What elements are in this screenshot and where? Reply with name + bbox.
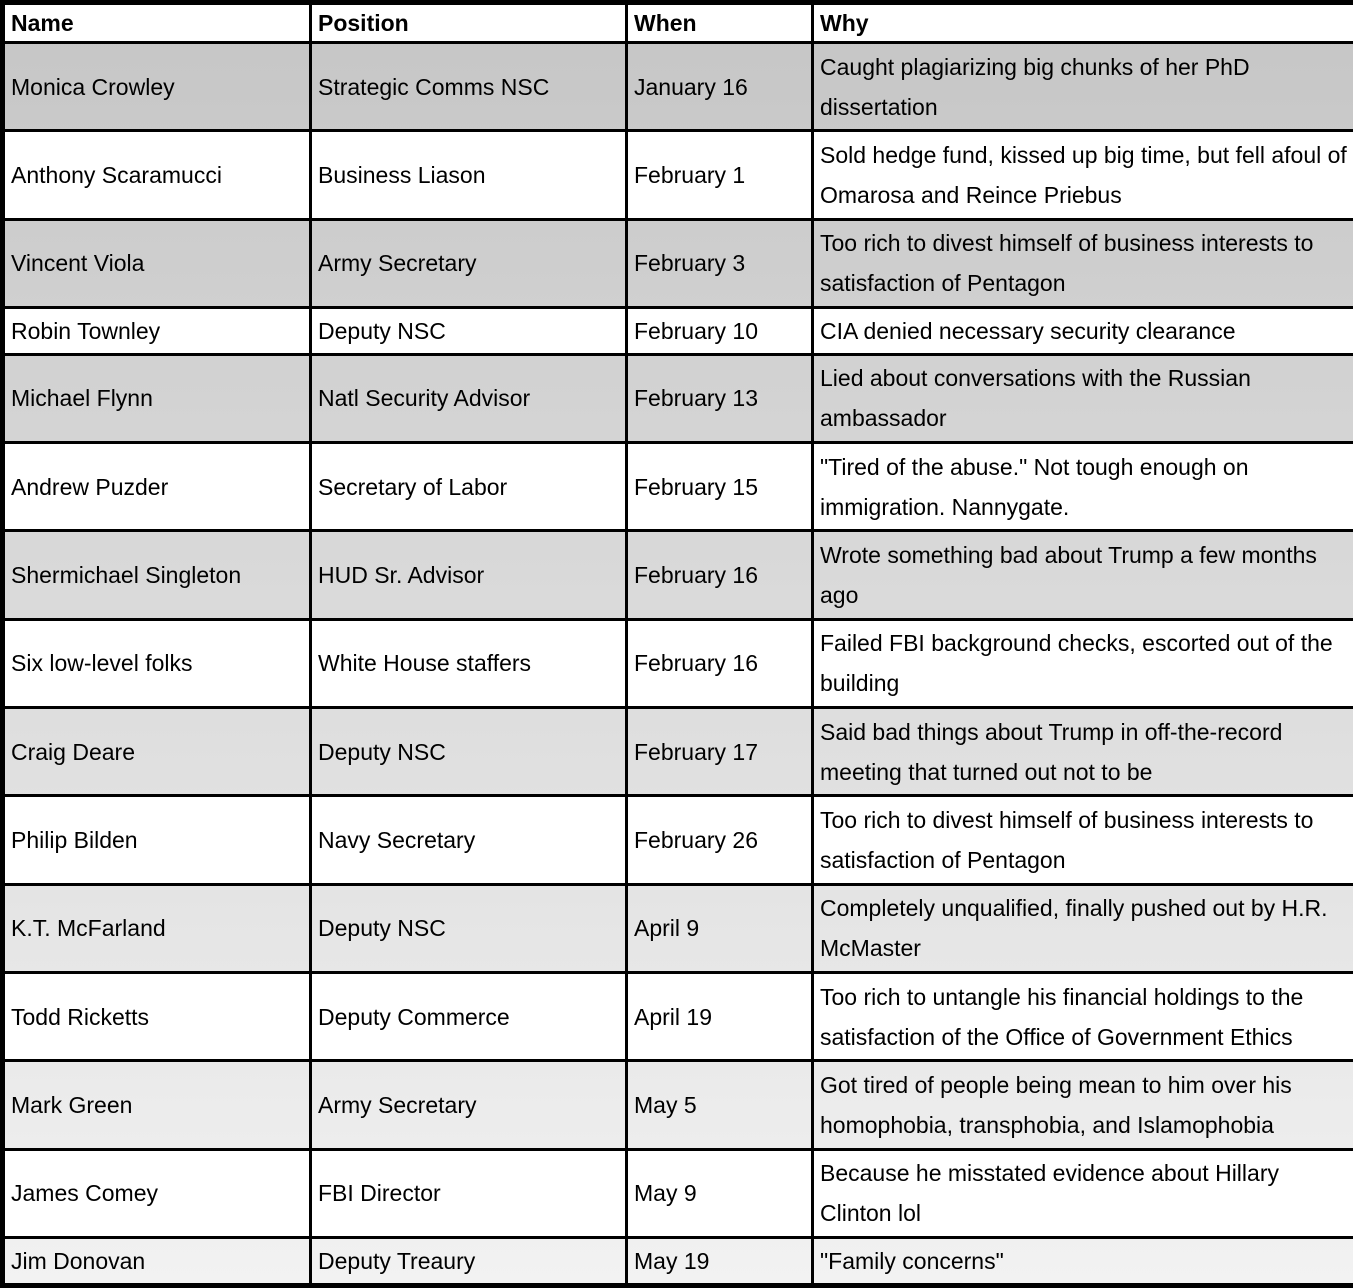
cell-name: James Comey xyxy=(3,1149,311,1237)
table-row xyxy=(3,443,1353,531)
cell-position: White House staffers xyxy=(311,619,627,707)
cell-position: Strategic Comms NSC xyxy=(311,43,627,131)
cell-why: Lied about conversations with the Russian ambassador xyxy=(813,354,1353,442)
cell-when: April 9 xyxy=(627,884,813,972)
cell-position: Army Secretary xyxy=(311,219,627,307)
cell-name: Michael Flynn xyxy=(3,354,311,442)
cell-when: February 17 xyxy=(627,708,813,796)
cell-when: February 16 xyxy=(627,619,813,707)
cell-name: Jim Donovan xyxy=(3,1238,311,1286)
cell-when: May 19 xyxy=(627,1238,813,1286)
cell-name: Monica Crowley xyxy=(3,43,311,131)
cell-when: February 1 xyxy=(627,131,813,219)
cell-position: HUD Sr. Advisor xyxy=(311,531,627,619)
header-row xyxy=(3,3,1353,43)
cell-position: Secretary of Labor xyxy=(311,443,627,531)
table-row xyxy=(3,43,1353,131)
cell-when: February 26 xyxy=(627,796,813,884)
table-row xyxy=(3,531,1353,619)
cell-why: Completely unqualified, finally pushed out by H.R. McMaster xyxy=(813,884,1353,972)
cell-when: February 13 xyxy=(627,354,813,442)
cell-when: May 9 xyxy=(627,1149,813,1237)
cell-position: Business Liason xyxy=(311,131,627,219)
cell-name: Craig Deare xyxy=(3,708,311,796)
table-row xyxy=(3,973,1353,1061)
table-row xyxy=(3,1149,1353,1237)
cell-name: Vincent Viola xyxy=(3,219,311,307)
cell-name: Todd Ricketts xyxy=(3,973,311,1061)
table-row xyxy=(3,708,1353,796)
cell-name: Anthony Scaramucci xyxy=(3,131,311,219)
cell-why: Too rich to untangle his financial holdings to the satisfaction of the Office of Government Ethics xyxy=(813,973,1353,1061)
cell-position: Army Secretary xyxy=(311,1061,627,1149)
cell-position: FBI Director xyxy=(311,1149,627,1237)
header-why: Why xyxy=(813,3,1353,43)
table-row xyxy=(3,796,1353,884)
table-row xyxy=(3,219,1353,307)
table-row xyxy=(3,884,1353,972)
table-row xyxy=(3,1238,1353,1286)
table-row xyxy=(3,354,1353,442)
cell-position: Navy Secretary xyxy=(311,796,627,884)
cell-position: Deputy NSC xyxy=(311,708,627,796)
cell-name: Andrew Puzder xyxy=(3,443,311,531)
cell-why: Because he misstated evidence about Hillary Clinton lol xyxy=(813,1149,1353,1237)
cell-position: Deputy Treaury xyxy=(311,1238,627,1286)
table-header xyxy=(3,3,1353,43)
cell-why: Said bad things about Trump in off-the-record meeting that turned out not to be xyxy=(813,708,1353,796)
cell-why: Sold hedge fund, kissed up big time, but fell afoul of Omarosa and Reince Priebus xyxy=(813,131,1353,219)
cell-position: Deputy NSC xyxy=(311,307,627,354)
cell-when: February 15 xyxy=(627,443,813,531)
cell-why: Got tired of people being mean to him over his homophobia, transphobia, and Islamophobia xyxy=(813,1061,1353,1149)
cell-position: Natl Security Advisor xyxy=(311,354,627,442)
cell-name: K.T. McFarland xyxy=(3,884,311,972)
cell-when: February 10 xyxy=(627,307,813,354)
cell-when: May 5 xyxy=(627,1061,813,1149)
cell-name: Shermichael Singleton xyxy=(3,531,311,619)
header-when: When xyxy=(627,3,813,43)
cell-name: Philip Bilden xyxy=(3,796,311,884)
cell-name: Mark Green xyxy=(3,1061,311,1149)
cell-when: January 16 xyxy=(627,43,813,131)
table-body xyxy=(3,43,1353,1286)
table-row xyxy=(3,131,1353,219)
header-position: Position xyxy=(311,3,627,43)
table-row xyxy=(3,1061,1353,1149)
header-name: Name xyxy=(3,3,311,43)
table-row xyxy=(3,619,1353,707)
cell-why: Caught plagiarizing big chunks of her PhD dissertation xyxy=(813,43,1353,131)
cell-why: Too rich to divest himself of business interests to satisfaction of Pentagon xyxy=(813,219,1353,307)
table-row xyxy=(3,307,1353,354)
cell-position: Deputy NSC xyxy=(311,884,627,972)
cell-when: February 16 xyxy=(627,531,813,619)
cell-why: Wrote something bad about Trump a few months ago xyxy=(813,531,1353,619)
cell-why: Too rich to divest himself of business interests to satisfaction of Pentagon xyxy=(813,796,1353,884)
cell-name: Six low-level folks xyxy=(3,619,311,707)
cell-name: Robin Townley xyxy=(3,307,311,354)
cell-when: April 19 xyxy=(627,973,813,1061)
cell-why: "Tired of the abuse." Not tough enough on immigration. Nannygate. xyxy=(813,443,1353,531)
cell-why: "Family concerns" xyxy=(813,1238,1353,1286)
cell-why: CIA denied necessary security clearance xyxy=(813,307,1353,354)
cell-when: February 3 xyxy=(627,219,813,307)
cell-why: Failed FBI background checks, escorted out of the building xyxy=(813,619,1353,707)
cell-position: Deputy Commerce xyxy=(311,973,627,1061)
